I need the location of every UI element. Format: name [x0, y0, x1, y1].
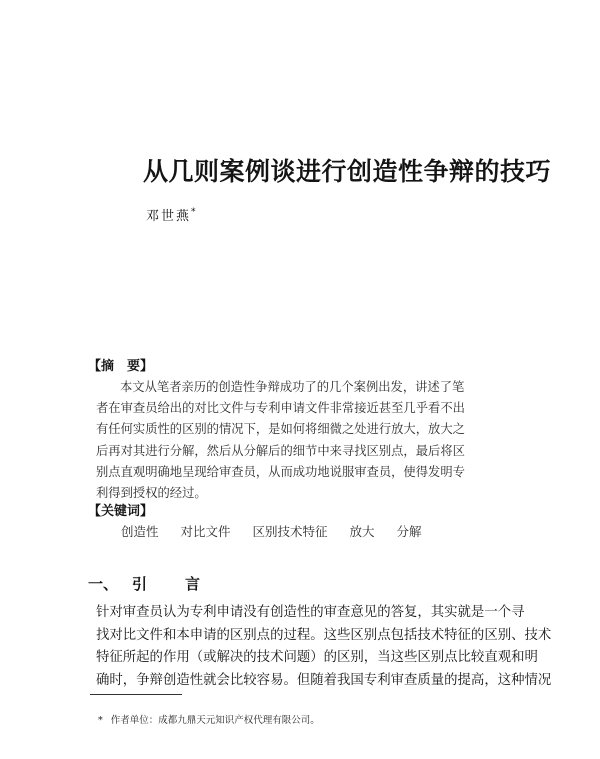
abstract-heading: 【摘 要】 — [88, 359, 154, 374]
footnote-mark: * — [98, 715, 103, 726]
body-paragraph — [96, 602, 552, 692]
abstract-line: 别点直观明确地呈现给审查员，从而成功地说服审查员，使得发明专 — [96, 464, 465, 479]
abstract-line: 有任何实质性的区别的情况下，是如何将细微之处进行放大，放大之 — [96, 422, 465, 437]
section-heading — [88, 573, 238, 594]
keyword-item: 创造性 — [121, 524, 159, 539]
abstract-line: 者在审查员给出的对比文件与专利申请文件非常接近甚至几乎看不出 — [96, 401, 465, 416]
author-name-text: 邓世燕 — [146, 209, 192, 224]
keyword-item: 分解 — [396, 524, 422, 539]
body-line: 确时，争辩创造性就会比较容易。但随着我国专利审查质量的提高，这种情况 — [96, 672, 552, 688]
abstract-line: 本文从笔者亲历的创造性争辩成功了的几个案例出发，讲述了笔 — [120, 380, 465, 394]
body-line: 特征所起的作用（或解决的技术问题）的区别，当这些区别点比较直观和明 — [96, 650, 538, 665]
keywords-list — [121, 522, 440, 540]
footnote-text: 作者单位：成都九鼎天元知识产权代理有限公司。 — [110, 715, 320, 726]
keyword-item: 放大 — [349, 524, 375, 539]
keywords-heading: 【关键词】 — [88, 504, 154, 519]
keyword-item: 区别技术特征 — [252, 524, 328, 539]
section-number: 一、 — [88, 575, 119, 593]
abstract-line: 后再对其进行分解，然后从分解后的细节中来寻找区别点，最后将区 — [96, 443, 465, 458]
footnote-divider — [90, 694, 182, 695]
section-title: 引言 — [132, 575, 239, 593]
abstract-body — [96, 377, 508, 504]
author-name — [146, 205, 196, 224]
body-line: 针对审查员认为专利申请没有创造性的审查意见的答复，其实就是一个寻 — [96, 605, 525, 620]
article-title: 从几则案例谈进行创造性争辩的技巧 — [143, 157, 552, 186]
footnote — [98, 712, 320, 726]
abstract-line: 利得到授权的经过。 — [96, 486, 207, 501]
body-line: 找对比文件和本申请的区别点的过程。这些区别点包括技术特征的区别、技术 — [96, 627, 552, 643]
author-footnote-mark: * — [191, 207, 196, 218]
keyword-item: 对比文件 — [180, 524, 231, 539]
